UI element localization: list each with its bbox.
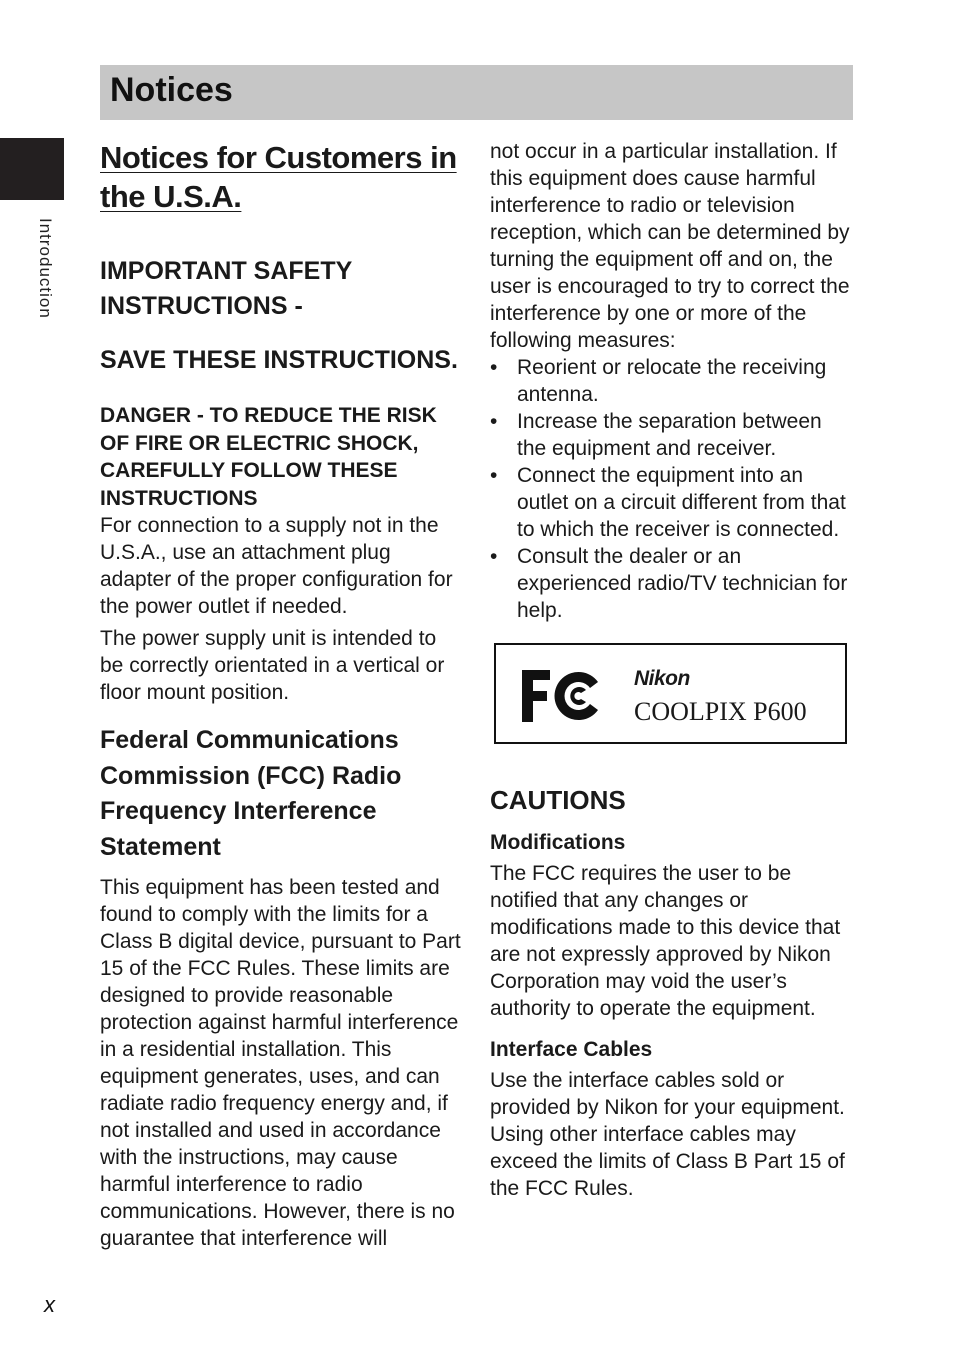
power-adapter-paragraph: For connection to a supply not in the U.S.A., use an attachment plug adapter of the proper configuration for the power outlet if needed. [100, 514, 453, 618]
fcc-statement-heading: Federal Communications Commission (FCC) Radio Frequency Interference Statement [100, 726, 402, 861]
cautions-heading: CAUTIONS [490, 785, 626, 815]
section-side-label: Introduction [36, 218, 55, 319]
power-orientation-paragraph: The power supply unit is intended to be correctly orientated in a vertical or floor mount position. [100, 627, 445, 704]
bullet-icon: • [490, 356, 498, 379]
interface-cables-paragraph: Use the interface cables sold or provided by Nikon for your equipment. Using other interface cables may exceed the limits of Class B Part 15 of the FCC Rules. [490, 1069, 845, 1200]
section-tab-marker [0, 138, 64, 200]
camera-model-name: COOLPIX P600 [634, 697, 807, 726]
bullet-icon: • [490, 464, 498, 487]
fcc-compliance-label [494, 643, 847, 744]
list-item: • Reorient or relocate the receiving antenna. [490, 356, 827, 406]
list-item: • Increase the separation between the equipment and receiver. [490, 410, 822, 460]
bullet-icon: • [490, 545, 498, 568]
fcc-statement-continued: not occur in a particular installation. If this equipment does cause harmful interference to radio or television reception, which can be determined by turning the equipment off and on, the user is encouraged to try to correct the interference by one or more of the following measures: [490, 140, 850, 352]
fcc-logo-icon [520, 668, 600, 724]
modifications-paragraph: The FCC requires the user to be notified that any changes or modifications made to this device that are not expressly approved by Nikon Corporation may void the user’s authority to operate the equipment. [490, 862, 841, 1020]
title-bar [100, 65, 853, 120]
right-column [490, 138, 853, 1202]
interference-measures-list [490, 354, 853, 624]
modifications-heading: Modifications [490, 831, 626, 854]
save-instructions-heading: SAVE THESE INSTRUCTIONS. [100, 346, 458, 374]
danger-warning: DANGER - TO REDUCE THE RISK OF FIRE OR ELECTRIC SHOCK, CAREFULLY FOLLOW THESE INSTRUCTIONS [100, 404, 437, 510]
customers-usa-heading: Notices for Customers in the U.S.A. [100, 140, 457, 214]
list-item: • Connect the equipment into an outlet on a circuit different from that to which the receiver is connected. [490, 464, 846, 541]
page-number: x [44, 1292, 55, 1317]
safety-instructions-heading: IMPORTANT SAFETY INSTRUCTIONS - [100, 257, 352, 320]
list-item: • Consult the dealer or an experienced radio/TV technician for help. [490, 545, 848, 622]
left-column [100, 138, 462, 1252]
fcc-statement-paragraph: This equipment has been tested and found to comply with the limits for a Class B digital device, pursuant to Part 15 of the FCC Rules. These limits are designed to provide reasonable protection against harmful interference in a residential installation. This equipment generates, uses, and can radiate radio frequency energy and, if not installed and used in accordance with the instructions, may cause harmful interference to radio communications. However, there is no guarantee that interference will [100, 876, 461, 1250]
nikon-logo: Nikon [634, 667, 690, 690]
bullet-icon: • [490, 410, 498, 433]
interface-cables-heading: Interface Cables [490, 1038, 653, 1061]
page-title: Notices [110, 71, 233, 109]
